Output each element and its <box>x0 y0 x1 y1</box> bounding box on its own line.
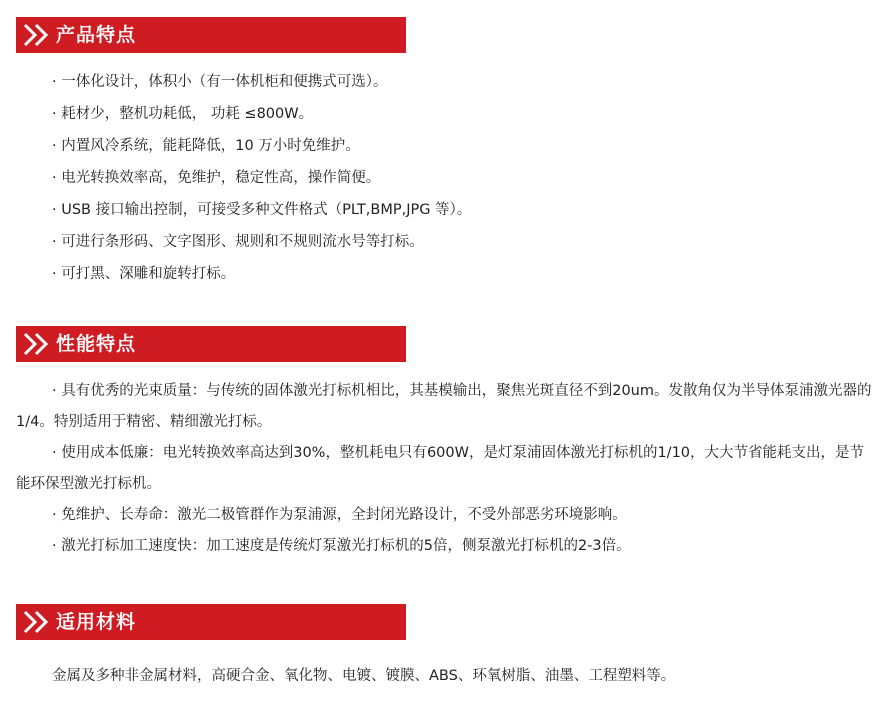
section-header-applicable-materials <box>16 604 406 640</box>
paragraph: · 具有优秀的光束质量：与传统的固体激光打标机相比，其基模输出，聚焦光斑直径不到20um。发散角仅为半导体泵浦激光器的1/4。特别适用于精密、精细激光打标。 <box>16 383 872 430</box>
product-features-list <box>52 66 471 290</box>
list-item: · USB 接口输出控制，可接受多种文件格式（PLT,BMP,JPG 等）。 <box>52 202 472 218</box>
list-item: · 可进行条形码、文字图形、规则和不规则流水号等打标。 <box>52 234 424 250</box>
section-title: 性能特点 <box>56 333 137 355</box>
paragraph: · 激光打标加工速度快：加工速度是传统灯泵激光打标机的5倍，侧泵激光打标机的2-3倍。 <box>52 538 631 554</box>
list-item: · 一体化设计，体积小（有一体机柜和便携式可选）。 <box>52 74 388 90</box>
section-header-performance-features <box>16 326 406 362</box>
list-item: · 可打黑、深雕和旋转打标。 <box>52 266 236 282</box>
list-item: · 内置风冷系统，能耗降低，10 万小时免维护。 <box>52 138 360 154</box>
section-header-product-features <box>16 17 406 53</box>
double-chevron-right-icon <box>22 23 56 47</box>
list-item: · 耗材少，整机功耗低， 功耗 ≤800W。 <box>52 106 314 122</box>
performance-features-body <box>16 376 878 562</box>
list-item: · 电光转换效率高，免维护，稳定性高，操作简便。 <box>52 170 381 186</box>
paragraph: · 免维护、长寿命：激光二极管群作为泵浦源，全封闭光路设计，不受外部恶劣环境影响。 <box>52 507 627 523</box>
paragraph: · 使用成本低廉：电光转换效率高达到30%，整机耗电只有600W，是灯泵浦固体激光打标机的1/10，大大节省能耗支出，是节能环保型激光打标机。 <box>16 445 865 492</box>
section-title: 适用材料 <box>56 611 137 633</box>
double-chevron-right-icon <box>22 610 56 634</box>
section-title: 产品特点 <box>56 24 137 46</box>
applicable-materials-text: 金属及多种非金属材料，高硬合金、氧化物、电镀、镀膜、ABS、环氧树脂、油墨、工程塑料等。 <box>52 668 676 684</box>
double-chevron-right-icon <box>22 332 56 356</box>
